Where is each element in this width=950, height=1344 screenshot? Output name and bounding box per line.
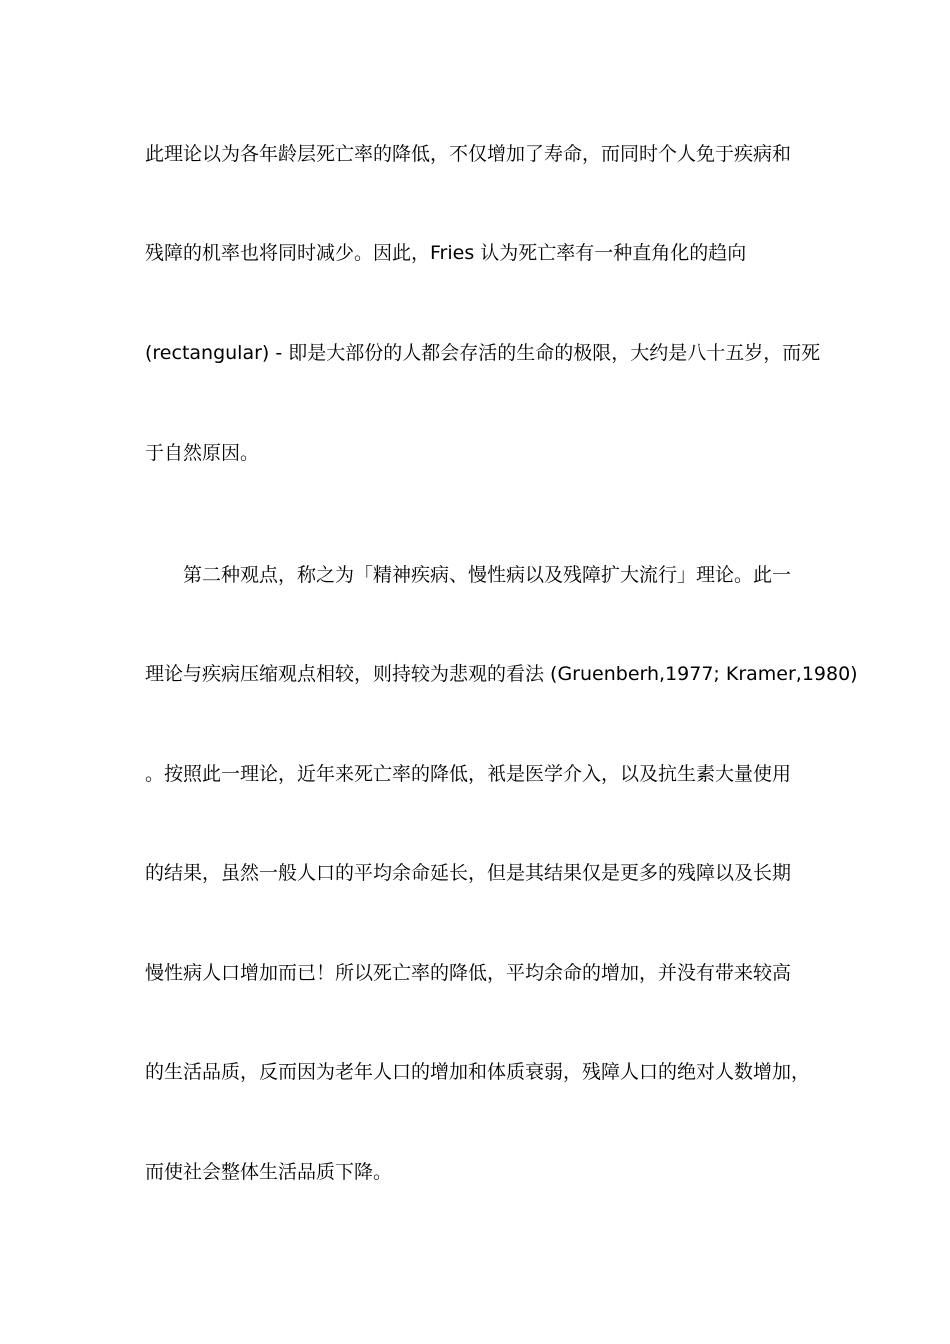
- paragraph-2-line-1: 第二种观点，称之为「精神疾病、慢性病以及残障扩大流行」理论。此一: [145, 564, 792, 586]
- paragraph-1-line-2: 残障的机率也将同时减少。因此，Fries 认为死亡率有一种直角化的趋向: [145, 242, 747, 264]
- paragraph-1-line-1: 此理论以为各年龄层死亡率的降低，不仅增加了寿命，而同时个人免于疾病和: [145, 143, 792, 165]
- paragraph-1-line-3: (rectangular) - 即是大部份的人都会存活的生命的极限，大约是八十五岁，而死: [145, 342, 821, 364]
- paragraph-2-line-6: 的生活品质，反而因为老年人口的增加和体质衰弱，残障人口的绝对人数增加，: [145, 1061, 811, 1083]
- paragraph-2-line-2: 理论与疾病压缩观点相较，则持较为悲观的看法 (Gruenberh,1977; Kramer,1980): [145, 663, 858, 685]
- paragraph-1-line-4: 于自然原因。: [145, 442, 260, 464]
- paragraph-2-line-4: 的结果，虽然一般人口的平均余命延长，但是其结果仅是更多的残障以及长期: [145, 862, 792, 884]
- paragraph-2-line-5: 慢性病人口增加而已！所以死亡率的降低，平均余命的增加，并没有带来较高: [145, 962, 792, 984]
- paragraph-2-line-7: 而使社会整体生活品质下降。: [145, 1161, 393, 1183]
- paragraph-2-line-3: 。按照此一理论，近年来死亡率的降低，衹是医学介入，以及抗生素大量使用: [145, 763, 792, 785]
